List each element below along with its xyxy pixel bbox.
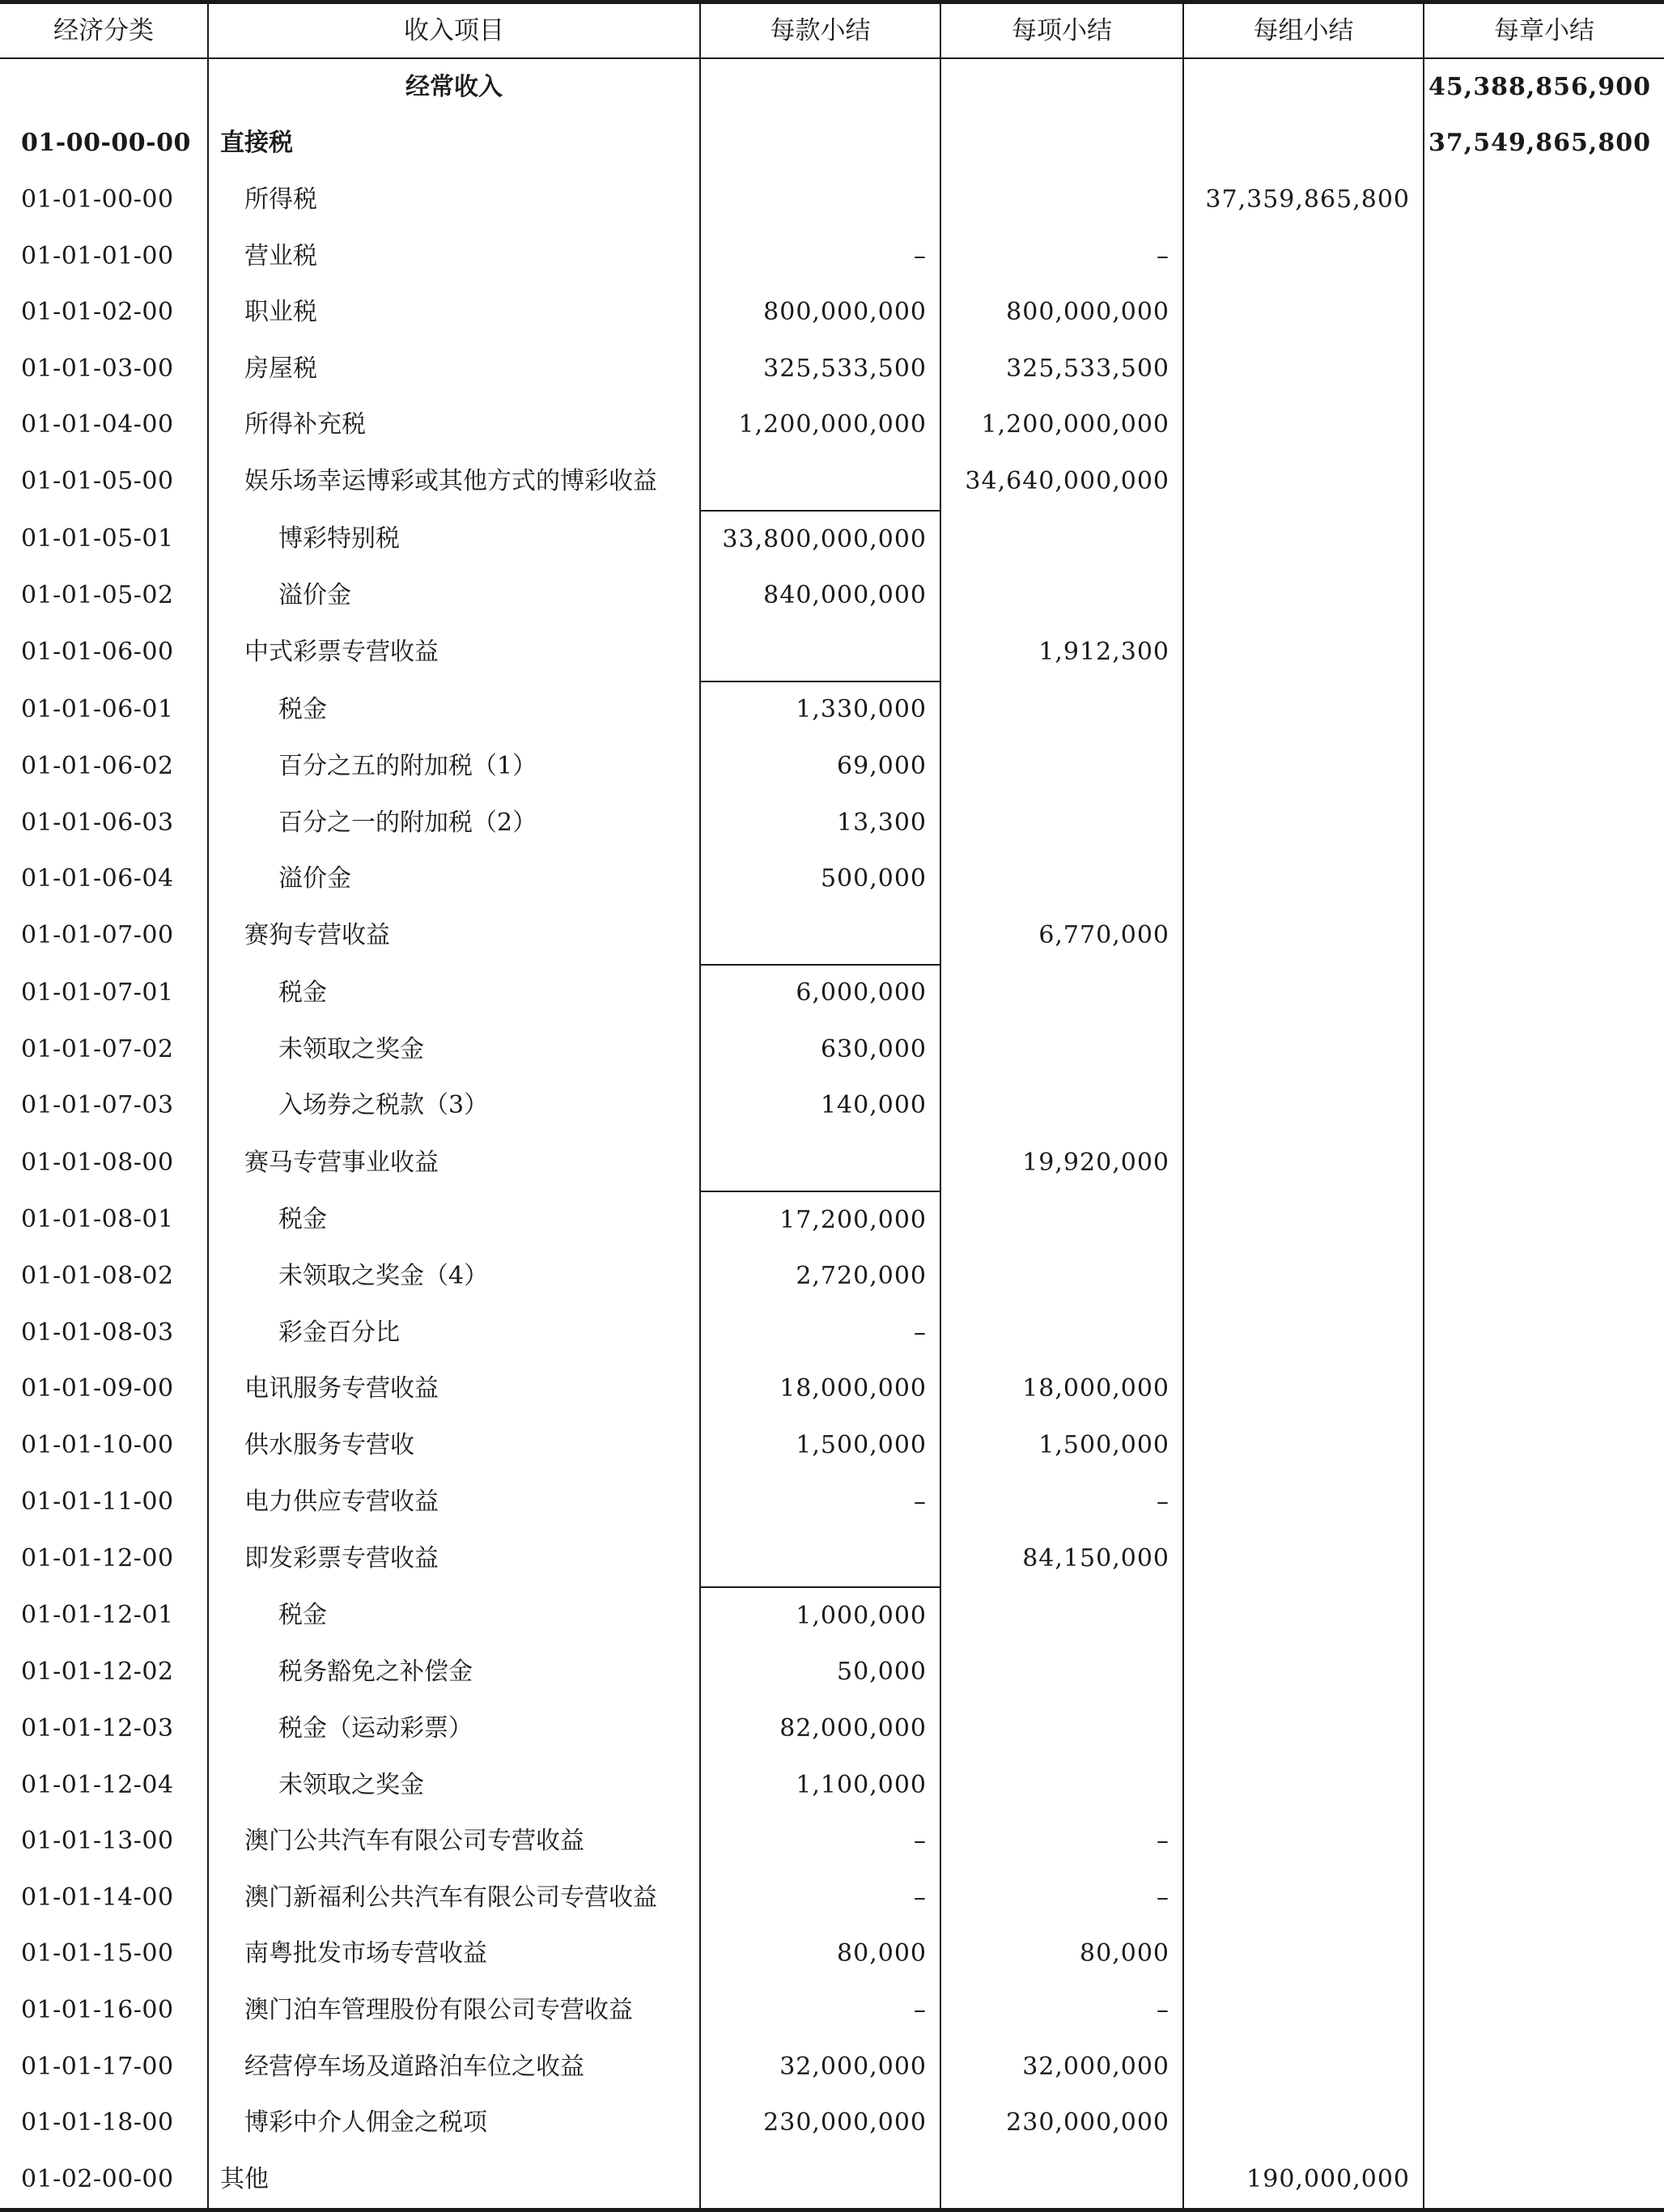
- revenue-item-cell: 澳门新福利公共汽车有限公司专营收益: [208, 1870, 700, 1926]
- revenue-item-cell: 百分之一的附加税（2）: [208, 795, 700, 851]
- subtotal-zhang-cell: [1424, 1021, 1664, 1078]
- subtotal-zhang-cell: [1424, 1191, 1664, 1249]
- subtotal-kuan-cell: [700, 907, 940, 965]
- subtotal-xiang-cell: –: [940, 1870, 1183, 1926]
- subtotal-zhang-cell: [1424, 1361, 1664, 1418]
- subtotal-kuan-cell: [700, 1134, 940, 1191]
- table-row: [0, 1926, 1664, 1983]
- classification-code-cell: 01-01-08-03: [0, 1305, 208, 1361]
- revenue-item-cell: 娱乐场幸运博彩或其他方式的博彩收益: [208, 453, 700, 511]
- classification-code-cell: 01-02-00-00: [0, 2151, 208, 2210]
- header-subtotal-kuan: 每款小结: [700, 2, 940, 59]
- subtotal-zhang-cell: [1424, 738, 1664, 795]
- subtotal-xiang-cell: [940, 172, 1183, 228]
- classification-code-cell: 01-01-12-00: [0, 1530, 208, 1587]
- subtotal-kuan-cell: –: [700, 1813, 940, 1870]
- subtotal-kuan-cell: [700, 172, 940, 228]
- classification-code-cell: 01-01-07-01: [0, 965, 208, 1022]
- table-row: [0, 2039, 1664, 2095]
- revenue-item-cell: 赛马专营事业收益: [208, 1134, 700, 1191]
- subtotal-zu-cell: [1183, 624, 1424, 681]
- subtotal-xiang-cell: 84,150,000: [940, 1530, 1183, 1587]
- subtotal-xiang-cell: [940, 1700, 1183, 1757]
- subtotal-xiang-cell: –: [940, 228, 1183, 285]
- revenue-item-cell: 税务豁免之补偿金: [208, 1645, 700, 1701]
- subtotal-zu-cell: [1183, 567, 1424, 624]
- revenue-item-cell: 供水服务专营收: [208, 1417, 700, 1474]
- subtotal-zhang-cell: [1424, 511, 1664, 568]
- subtotal-kuan-cell: 1,330,000: [700, 681, 940, 739]
- subtotal-zhang-cell: [1424, 1645, 1664, 1701]
- classification-code-cell: 01-01-00-00: [0, 172, 208, 228]
- subtotal-kuan-cell: 1,500,000: [700, 1417, 940, 1474]
- table-row: [0, 172, 1664, 228]
- classification-code-cell: 01-01-05-02: [0, 567, 208, 624]
- revenue-item-cell: 未领取之奖金（4）: [208, 1248, 700, 1305]
- subtotal-zu-cell: [1183, 116, 1424, 172]
- subtotal-xiang-cell: [940, 1587, 1183, 1645]
- table-row: [0, 1587, 1664, 1645]
- subtotal-kuan-cell: [700, 624, 940, 681]
- header-subtotal-xiang: 每项小结: [940, 2, 1183, 59]
- revenue-item-cell: 房屋税: [208, 341, 700, 397]
- subtotal-kuan-cell: [700, 2151, 940, 2210]
- revenue-item-cell: 即发彩票专营收益: [208, 1530, 700, 1587]
- classification-code-cell: 01-01-05-00: [0, 453, 208, 511]
- subtotal-zu-cell: [1183, 1021, 1424, 1078]
- subtotal-xiang-cell: [940, 1078, 1183, 1135]
- table-row: [0, 1700, 1664, 1757]
- header-subtotal-zhang: 每章小结: [1424, 2, 1664, 59]
- subtotal-zu-cell: [1183, 1134, 1424, 1191]
- subtotal-xiang-cell: 34,640,000,000: [940, 453, 1183, 511]
- table-row: [0, 2151, 1664, 2210]
- subtotal-zhang-cell: [1424, 228, 1664, 285]
- subtotal-zhang-cell: [1424, 1982, 1664, 2039]
- subtotal-kuan-cell: [700, 116, 940, 172]
- revenue-item-cell: 电力供应专营收益: [208, 1474, 700, 1531]
- revenue-item-cell: 溢价金: [208, 567, 700, 624]
- subtotal-zu-cell: [1183, 1474, 1424, 1531]
- table-row: [0, 1361, 1664, 1418]
- subtotal-kuan-cell: 500,000: [700, 851, 940, 907]
- revenue-item-cell: 税金: [208, 1587, 700, 1645]
- subtotal-zu-cell: [1183, 453, 1424, 511]
- subtotal-zhang-cell: [1424, 1700, 1664, 1757]
- subtotal-kuan-cell: 2,720,000: [700, 1248, 940, 1305]
- table-body: [0, 58, 1664, 2210]
- header-subtotal-zu: 每组小结: [1183, 2, 1424, 59]
- revenue-item-cell: 澳门公共汽车有限公司专营收益: [208, 1813, 700, 1870]
- classification-code-cell: 01-01-08-00: [0, 1134, 208, 1191]
- table-row: [0, 1417, 1664, 1474]
- table-row: [0, 1021, 1664, 1078]
- subtotal-xiang-cell: 32,000,000: [940, 2039, 1183, 2095]
- subtotal-xiang-cell: 325,533,500: [940, 341, 1183, 397]
- subtotal-zhang-cell: [1424, 172, 1664, 228]
- subtotal-kuan-cell: 33,800,000,000: [700, 511, 940, 568]
- classification-code-cell: 01-01-07-03: [0, 1078, 208, 1135]
- subtotal-kuan-cell: 69,000: [700, 738, 940, 795]
- table-row: [0, 284, 1664, 341]
- subtotal-zhang-cell: [1424, 2039, 1664, 2095]
- revenue-item-cell: 经营停车场及道路泊车位之收益: [208, 2039, 700, 2095]
- revenue-item-cell: 营业税: [208, 228, 700, 285]
- classification-code-cell: 01-01-13-00: [0, 1813, 208, 1870]
- subtotal-zu-cell: [1183, 1530, 1424, 1587]
- subtotal-kuan-cell: 140,000: [700, 1078, 940, 1135]
- subtotal-zu-cell: [1183, 1361, 1424, 1418]
- subtotal-zhang-cell: [1424, 2095, 1664, 2151]
- subtotal-xiang-cell: 6,770,000: [940, 907, 1183, 965]
- revenue-item-cell: 直接税: [208, 116, 700, 172]
- table-row: [0, 624, 1664, 681]
- classification-code-cell: 01-01-15-00: [0, 1926, 208, 1983]
- subtotal-zu-cell: [1183, 1982, 1424, 2039]
- subtotal-xiang-cell: [940, 511, 1183, 568]
- revenue-item-cell: 南粤批发市场专营收益: [208, 1926, 700, 1983]
- subtotal-xiang-cell: 18,000,000: [940, 1361, 1183, 1418]
- revenue-item-cell: 税金: [208, 965, 700, 1022]
- classification-code-cell: 01-01-01-00: [0, 228, 208, 285]
- subtotal-kuan-cell: [700, 1530, 940, 1587]
- table-row: [0, 1982, 1664, 2039]
- classification-code-cell: 01-01-12-04: [0, 1757, 208, 1814]
- revenue-item-cell: 未领取之奖金: [208, 1021, 700, 1078]
- revenue-item-cell: 博彩中介人佣金之税项: [208, 2095, 700, 2151]
- subtotal-zu-cell: [1183, 1248, 1424, 1305]
- table-row: [0, 738, 1664, 795]
- subtotal-zhang-cell: [1424, 341, 1664, 397]
- subtotal-xiang-cell: [940, 1305, 1183, 1361]
- table-row: [0, 58, 1664, 116]
- table-row: [0, 681, 1664, 739]
- table-row: [0, 511, 1664, 568]
- subtotal-zu-cell: [1183, 511, 1424, 568]
- subtotal-zu-cell: [1183, 2039, 1424, 2095]
- classification-code-cell: 01-01-08-01: [0, 1191, 208, 1249]
- revenue-item-cell: 所得补充税: [208, 397, 700, 454]
- classification-code-cell: 01-01-10-00: [0, 1417, 208, 1474]
- table-row: [0, 1645, 1664, 1701]
- revenue-item-cell: 未领取之奖金: [208, 1757, 700, 1814]
- table-row: [0, 795, 1664, 851]
- classification-code-cell: 01-01-02-00: [0, 284, 208, 341]
- subtotal-zu-cell: [1183, 738, 1424, 795]
- table-row: [0, 2095, 1664, 2151]
- subtotal-zu-cell: [1183, 1645, 1424, 1701]
- subtotal-kuan-cell: 13,300: [700, 795, 940, 851]
- revenue-item-cell: 电讯服务专营收益: [208, 1361, 700, 1418]
- revenue-item-cell: 职业税: [208, 284, 700, 341]
- revenue-item-cell: 入场券之税款（3）: [208, 1078, 700, 1135]
- classification-code-cell: 01-01-06-04: [0, 851, 208, 907]
- subtotal-xiang-cell: –: [940, 1982, 1183, 2039]
- subtotal-zhang-cell: [1424, 795, 1664, 851]
- subtotal-zhang-cell: [1424, 681, 1664, 739]
- subtotal-zhang-cell: [1424, 1870, 1664, 1926]
- subtotal-kuan-cell: –: [700, 1982, 940, 2039]
- subtotal-kuan-cell: 840,000,000: [700, 567, 940, 624]
- subtotal-xiang-cell: [940, 1191, 1183, 1249]
- table-row: [0, 1530, 1664, 1587]
- subtotal-xiang-cell: –: [940, 1474, 1183, 1531]
- subtotal-zhang-cell: [1424, 1813, 1664, 1870]
- subtotal-zhang-cell: [1424, 1248, 1664, 1305]
- subtotal-kuan-cell: 325,533,500: [700, 341, 940, 397]
- classification-code-cell: 01-01-06-01: [0, 681, 208, 739]
- subtotal-xiang-cell: [940, 681, 1183, 739]
- subtotal-zu-cell: [1183, 1417, 1424, 1474]
- subtotal-zu-cell: [1183, 1926, 1424, 1983]
- subtotal-zu-cell: [1183, 1305, 1424, 1361]
- subtotal-zu-cell: [1183, 907, 1424, 965]
- subtotal-xiang-cell: [940, 795, 1183, 851]
- subtotal-zu-cell: [1183, 851, 1424, 907]
- subtotal-zhang-cell: [1424, 851, 1664, 907]
- classification-code-cell: 01-01-12-01: [0, 1587, 208, 1645]
- classification-code-cell: 01-01-03-00: [0, 341, 208, 397]
- subtotal-zhang-cell: [1424, 567, 1664, 624]
- subtotal-kuan-cell: –: [700, 1305, 940, 1361]
- subtotal-zu-cell: [1183, 1191, 1424, 1249]
- table-row: [0, 1248, 1664, 1305]
- subtotal-xiang-cell: [940, 116, 1183, 172]
- table-row: [0, 341, 1664, 397]
- revenue-item-cell: 其他: [208, 2151, 700, 2210]
- subtotal-zhang-cell: [1424, 1474, 1664, 1531]
- table-row: [0, 1134, 1664, 1191]
- classification-code-cell: 01-01-08-02: [0, 1248, 208, 1305]
- subtotal-zu-cell: [1183, 1870, 1424, 1926]
- subtotal-zu-cell: [1183, 341, 1424, 397]
- subtotal-zu-cell: [1183, 681, 1424, 739]
- subtotal-xiang-cell: [940, 567, 1183, 624]
- revenue-item-cell: 赛狗专营收益: [208, 907, 700, 965]
- revenue-item-cell: 经常收入: [208, 58, 700, 116]
- subtotal-zhang-cell: 45,388,856,900: [1424, 58, 1664, 116]
- subtotal-zhang-cell: [1424, 397, 1664, 454]
- subtotal-zu-cell: [1183, 1700, 1424, 1757]
- subtotal-zu-cell: [1183, 228, 1424, 285]
- classification-code-cell: 01-01-06-02: [0, 738, 208, 795]
- header-row: [0, 2, 1664, 59]
- subtotal-kuan-cell: 32,000,000: [700, 2039, 940, 2095]
- table-row: [0, 228, 1664, 285]
- subtotal-xiang-cell: 800,000,000: [940, 284, 1183, 341]
- subtotal-zhang-cell: [1424, 907, 1664, 965]
- subtotal-zhang-cell: 37,549,865,800: [1424, 116, 1664, 172]
- subtotal-zhang-cell: [1424, 1134, 1664, 1191]
- classification-code-cell: 01-01-16-00: [0, 1982, 208, 2039]
- subtotal-xiang-cell: 230,000,000: [940, 2095, 1183, 2151]
- subtotal-kuan-cell: 18,000,000: [700, 1361, 940, 1418]
- table-row: [0, 851, 1664, 907]
- classification-code-cell: 01-01-07-00: [0, 907, 208, 965]
- subtotal-kuan-cell: 82,000,000: [700, 1700, 940, 1757]
- classification-code-cell: 01-01-17-00: [0, 2039, 208, 2095]
- subtotal-zhang-cell: [1424, 2151, 1664, 2210]
- table-row: [0, 1078, 1664, 1135]
- classification-code-cell: 01-01-12-02: [0, 1645, 208, 1701]
- revenue-item-cell: 税金: [208, 1191, 700, 1249]
- classification-code-cell: 01-01-04-00: [0, 397, 208, 454]
- subtotal-zu-cell: 190,000,000: [1183, 2151, 1424, 2210]
- subtotal-xiang-cell: [940, 2151, 1183, 2210]
- subtotal-xiang-cell: [940, 1248, 1183, 1305]
- subtotal-kuan-cell: 80,000: [700, 1926, 940, 1983]
- classification-code-cell: 01-01-06-00: [0, 624, 208, 681]
- subtotal-zhang-cell: [1424, 1530, 1664, 1587]
- revenue-item-cell: 中式彩票专营收益: [208, 624, 700, 681]
- subtotal-kuan-cell: 800,000,000: [700, 284, 940, 341]
- classification-code-cell: 01-01-14-00: [0, 1870, 208, 1926]
- revenue-item-cell: 税金: [208, 681, 700, 739]
- header-economic-classification: 经济分类: [0, 2, 208, 59]
- subtotal-kuan-cell: –: [700, 1474, 940, 1531]
- subtotal-xiang-cell: [940, 851, 1183, 907]
- table-row: [0, 567, 1664, 624]
- classification-code-cell: 01-01-07-02: [0, 1021, 208, 1078]
- table-row: [0, 965, 1664, 1022]
- classification-code-cell: 01-01-09-00: [0, 1361, 208, 1418]
- subtotal-zu-cell: [1183, 58, 1424, 116]
- subtotal-kuan-cell: 1,100,000: [700, 1757, 940, 1814]
- subtotal-zu-cell: [1183, 1813, 1424, 1870]
- subtotal-xiang-cell: [940, 1021, 1183, 1078]
- table-row: [0, 1757, 1664, 1814]
- revenue-item-cell: 博彩特别税: [208, 511, 700, 568]
- subtotal-kuan-cell: 1,000,000: [700, 1587, 940, 1645]
- subtotal-zhang-cell: [1424, 1757, 1664, 1814]
- subtotal-xiang-cell: 1,500,000: [940, 1417, 1183, 1474]
- subtotal-xiang-cell: 1,200,000,000: [940, 397, 1183, 454]
- subtotal-kuan-cell: 230,000,000: [700, 2095, 940, 2151]
- subtotal-xiang-cell: [940, 58, 1183, 116]
- table-row: [0, 116, 1664, 172]
- table-row: [0, 453, 1664, 511]
- subtotal-xiang-cell: 1,912,300: [940, 624, 1183, 681]
- subtotal-zu-cell: [1183, 1587, 1424, 1645]
- subtotal-xiang-cell: 19,920,000: [940, 1134, 1183, 1191]
- subtotal-zu-cell: [1183, 1757, 1424, 1814]
- subtotal-zhang-cell: [1424, 1417, 1664, 1474]
- table-header: [0, 2, 1664, 59]
- subtotal-zhang-cell: [1424, 965, 1664, 1022]
- subtotal-zhang-cell: [1424, 284, 1664, 341]
- classification-code-cell: 01-00-00-00: [0, 116, 208, 172]
- subtotal-xiang-cell: [940, 738, 1183, 795]
- table-row: [0, 1191, 1664, 1249]
- subtotal-xiang-cell: –: [940, 1813, 1183, 1870]
- revenue-item-cell: 税金（运动彩票）: [208, 1700, 700, 1757]
- subtotal-kuan-cell: [700, 58, 940, 116]
- subtotal-zu-cell: [1183, 284, 1424, 341]
- classification-code-cell: 01-01-11-00: [0, 1474, 208, 1531]
- classification-code-cell: 01-01-06-03: [0, 795, 208, 851]
- subtotal-xiang-cell: 80,000: [940, 1926, 1183, 1983]
- subtotal-kuan-cell: [700, 453, 940, 511]
- subtotal-kuan-cell: 1,200,000,000: [700, 397, 940, 454]
- subtotal-zu-cell: 37,359,865,800: [1183, 172, 1424, 228]
- table-row: [0, 907, 1664, 965]
- revenue-item-cell: 所得税: [208, 172, 700, 228]
- revenue-item-cell: 百分之五的附加税（1）: [208, 738, 700, 795]
- subtotal-zu-cell: [1183, 397, 1424, 454]
- subtotal-zu-cell: [1183, 1078, 1424, 1135]
- subtotal-kuan-cell: 50,000: [700, 1645, 940, 1701]
- subtotal-zhang-cell: [1424, 624, 1664, 681]
- subtotal-xiang-cell: [940, 965, 1183, 1022]
- revenue-item-cell: 澳门泊车管理股份有限公司专营收益: [208, 1982, 700, 2039]
- subtotal-zu-cell: [1183, 795, 1424, 851]
- classification-code-cell: 01-01-05-01: [0, 511, 208, 568]
- revenue-item-cell: 溢价金: [208, 851, 700, 907]
- subtotal-kuan-cell: 17,200,000: [700, 1191, 940, 1249]
- subtotal-zu-cell: [1183, 2095, 1424, 2151]
- subtotal-zhang-cell: [1424, 1926, 1664, 1983]
- header-revenue-item: 收入项目: [208, 2, 700, 59]
- subtotal-kuan-cell: 6,000,000: [700, 965, 940, 1022]
- subtotal-zhang-cell: [1424, 1305, 1664, 1361]
- subtotal-zu-cell: [1183, 965, 1424, 1022]
- table-row: [0, 1870, 1664, 1926]
- subtotal-kuan-cell: 630,000: [700, 1021, 940, 1078]
- subtotal-zhang-cell: [1424, 1078, 1664, 1135]
- subtotal-zhang-cell: [1424, 453, 1664, 511]
- revenue-item-cell: 彩金百分比: [208, 1305, 700, 1361]
- table-row: [0, 397, 1664, 454]
- subtotal-zhang-cell: [1424, 1587, 1664, 1645]
- subtotal-kuan-cell: –: [700, 1870, 940, 1926]
- subtotal-xiang-cell: [940, 1757, 1183, 1814]
- classification-code-cell: [0, 58, 208, 116]
- classification-code-cell: 01-01-12-03: [0, 1700, 208, 1757]
- subtotal-xiang-cell: [940, 1645, 1183, 1701]
- table-row: [0, 1474, 1664, 1531]
- subtotal-kuan-cell: –: [700, 228, 940, 285]
- classification-code-cell: 01-01-18-00: [0, 2095, 208, 2151]
- table-row: [0, 1305, 1664, 1361]
- table-row: [0, 1813, 1664, 1870]
